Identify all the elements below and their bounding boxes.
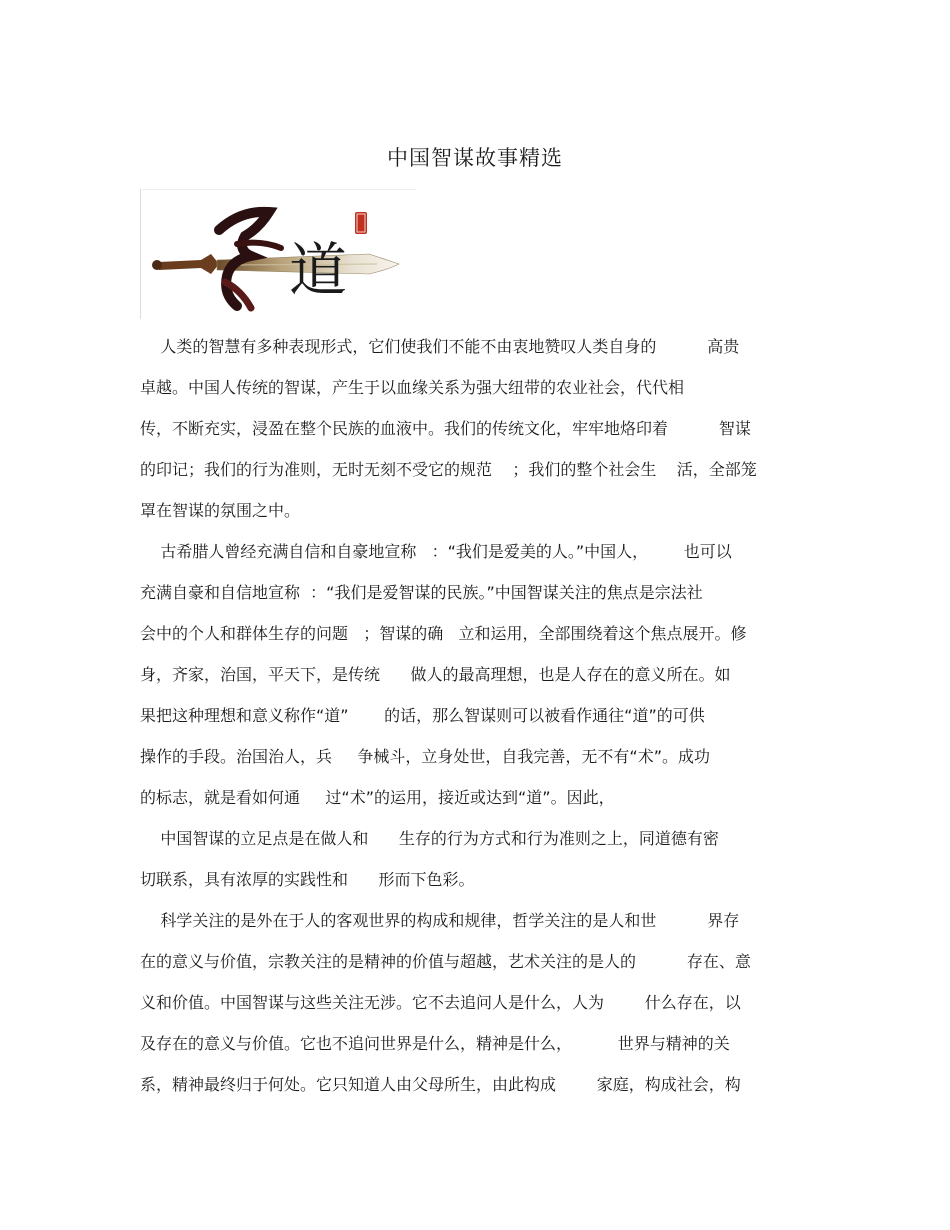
text-line: 充满自豪和自信地宣称 ：“我们是爱智谋的民族。”中国智谋关注的焦点是宗法社: [140, 583, 703, 602]
text-line: 会中的个人和群体生存的问题 ；智谋的确 立和运用，全部围绕着这个焦点展开。修: [140, 624, 747, 643]
text-line: 的印记；我们的行为准则，无时无刻不受它的规范 ；我们的整个社会生 活，全部笼: [140, 460, 757, 479]
text-line: 身，齐家，治国，平天下，是传统 做人的最高理想，也是人存在的意义所在。如: [140, 665, 731, 684]
text-line: 在的意义与价值，宗教关注的是精神的价值与超越，艺术关注的是人的 存在、意: [140, 952, 751, 971]
calligraphy-image: [140, 189, 416, 319]
text-line: 卓越。中国人传统的智谋，产生于以血缘关系为强大纽带的农业社会，代代相: [140, 378, 685, 397]
text-line: 系，精神最终归于何处。它只知道人由父母所生，由此构成 家庭，构成社会，构: [140, 1075, 741, 1094]
text-line: 操作的手段。治国治人，兵 争械斗，立身处世，自我完善，无不有“术”。成功: [140, 747, 711, 766]
text-line: 科学关注的是外在于人的客观世界的构成和规律，哲学关注的是人和世 界存: [140, 911, 740, 930]
dao-glyph: 道: [289, 236, 348, 304]
text-line: 罩在智谋的氛围之中。: [140, 501, 301, 520]
text-line: 的标志，就是看如何通 过“术”的运用，接近或达到“道”。因此，: [140, 788, 615, 807]
text-line: 切联系，具有浓厚的实践性和 形而下色彩。: [140, 870, 475, 889]
text-line: 古希腊人曾经充满自信和自豪地宣称 ：“我们是爱美的人。”中国人， 也可以: [140, 542, 732, 561]
text-line: 及存在的意义与价值。它也不追问世界是什么，精神是什么， 世界与精神的关: [140, 1034, 730, 1053]
sword-calligraphy-illustration: [141, 190, 416, 319]
text-line: 果把这种理想和意义称作“道” 的话，那么智谋则可以被看作通往“道”的可供: [140, 706, 705, 725]
text-line: 中国智谋的立足点是在做人和 生存的行为方式和行为准则之上，同道德有密: [140, 829, 719, 848]
page-title: 中国智谋故事精选: [387, 146, 563, 170]
text-line: 传，不断充实，浸盈在整个民族的血液中。我们的传统文化，牢牢地烙印着 智谋: [140, 419, 751, 438]
text-line: 人类的智慧有多种表现形式，它们使我们不能不由衷地赞叹人类自身的 高贵: [140, 337, 740, 356]
text-line: 义和价值。中国智谋与这些关注无涉。它不去追问人是什么，人为 什么存在，以: [140, 993, 741, 1012]
